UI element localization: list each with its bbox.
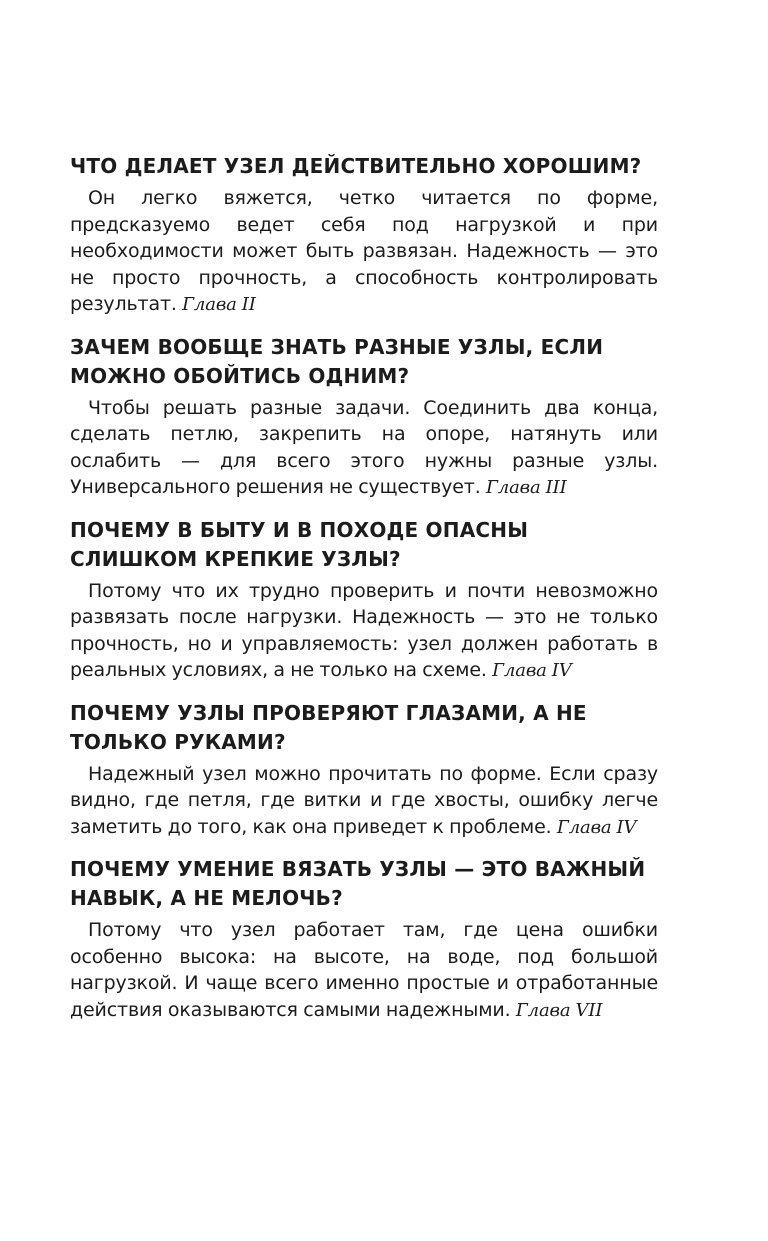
faq-item [70,699,658,842]
faq-question: ЗАЧЕМ ВООБЩЕ ЗНАТЬ РАЗНЫЕ УЗЛЫ, ЕСЛИ МОЖНО ОБОЙТИСЬ ОДНИМ? [70,334,604,388]
faq-item [70,333,658,502]
chapter-reference: Глава IV [492,660,572,681]
chapter-reference: Глава VII [515,999,603,1021]
faq-answer [70,578,658,685]
faq-answer-text: Чтобы решать разные задачи. Соединить два конца, сделать петлю, закрепить на опоре, натянуть или ослабить — для всего этого нужны разные узлы. Универсального решения не существует. [70,396,658,498]
faq-answer-text: Потому что узел работает там, где цена ошибки особенно высока: на высоте, на воде, под большой нагрузкой. И чаще всего именно простые и отработанные действия оказываются самыми надежными. [70,919,658,1021]
faq-question: ПОЧЕМУ УМЕНИЕ ВЯЗАТЬ УЗЛЫ — ЭТО ВАЖНЫЙ НАВЫК, А НЕ МЕЛОЧЬ? [70,857,646,910]
faq-answer-text: Надежный узел можно прочитать по форме. Если сразу видно, где петля, где витки и где хвосты, ошибку легче заметить до того, как она приведет к проблеме. [70,762,658,838]
faq-question: ПОЧЕМУ УЗЛЫ ПРОВЕРЯЮТ ГЛАЗАМИ, А НЕ ТОЛЬКО РУКАМИ? [70,700,587,754]
faq-answer [70,395,658,502]
chapter-reference: Глава II [182,294,256,315]
faq-item [70,516,658,685]
faq-question: ЧТО ДЕЛАЕТ УЗЕЛ ДЕЙСТВИТЕЛЬНО ХОРОШИМ? [70,154,642,178]
faq-question: ПОЧЕМУ В БЫТУ И В ПОХОДЕ ОПАСНЫ СЛИШКОМ КРЕПКИЕ УЗЛЫ? [70,517,529,571]
faq-answer [70,917,658,1024]
faq-answer [70,185,658,319]
faq-answer-text: Потому что их трудно проверить и почти невозможно развязать после нагрузки. Надежность — это не только прочность, но и управляемость: узел должен работать в реальных условиях, а не только на схеме. [70,579,658,681]
faq-answer-text: Он легко вяжется, четко читается по форме, предсказуемо ведет себя под нагрузкой и при необходимости может быть развязан. Надежность — это не просто прочность, а способность контролировать результат. [70,187,658,315]
faq-page [70,152,658,1038]
chapter-reference: Глава IV [556,816,637,838]
faq-item [70,152,658,319]
chapter-reference: Глава III [486,477,567,498]
faq-answer [70,761,658,842]
faq-item [70,855,658,1024]
